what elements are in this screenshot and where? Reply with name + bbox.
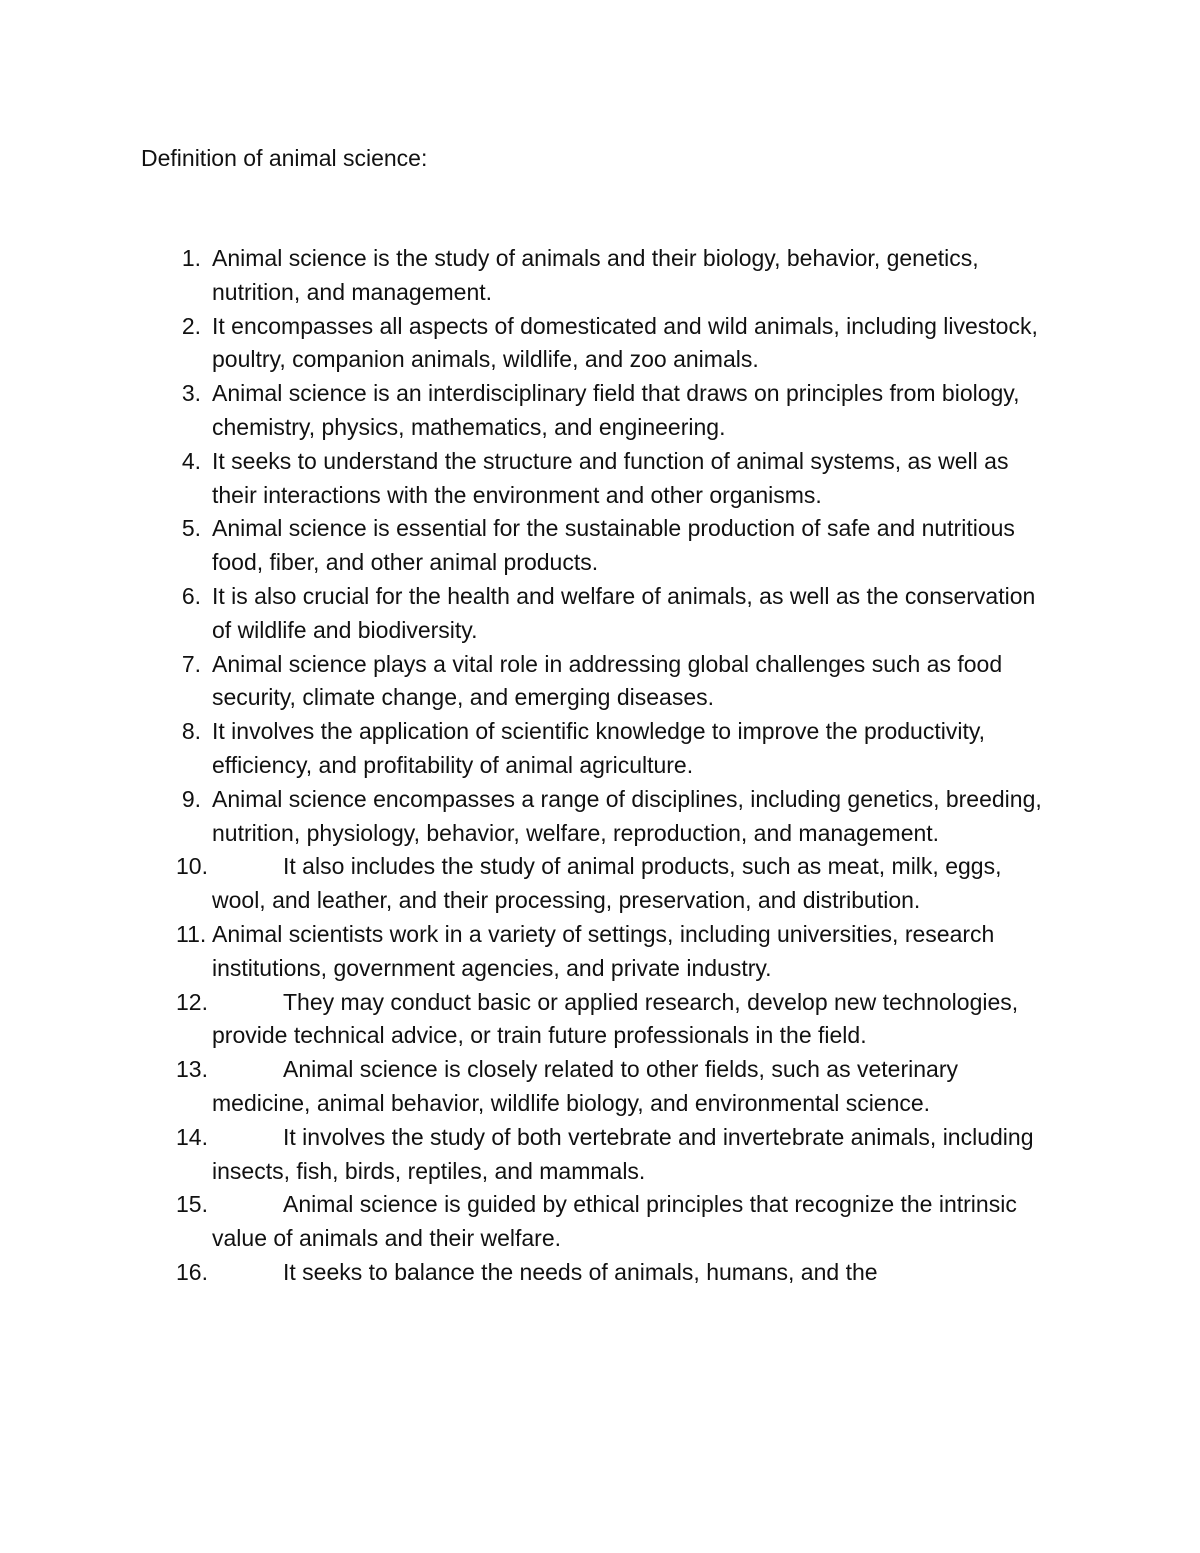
list-item-text: It involves the application of scientific knowledge to improve the productivity, efficiency, and profitability of animal agriculture. (212, 718, 986, 778)
list-item-text: It involves the study of both vertebrate and invertebrate animals, including insects, fish, birds, reptiles, and mammals. (212, 1123, 1034, 1184)
list-item-text: Animal science encompasses a range of disciplines, including genetics, breeding, nutrition, physiology, behavior, welfare, reproduction, and management. (212, 785, 1042, 846)
list-item-text: Animal science is the study of animals and their biology, behavior, genetics, nutrition, and management. (212, 245, 979, 305)
definition-list (0, 242, 1200, 1290)
list-item-text: Animal science is closely related to other fields, such as veterinary medicine, animal behavior, wildlife biology, and environmental science. (212, 1056, 958, 1116)
list-item-text: Animal science is an interdisciplinary field that draws on principles from biology, chemistry, physics, mathematics, and engineering. (212, 380, 1020, 440)
list-item (0, 648, 1200, 716)
list-item-number: 4. (181, 447, 201, 474)
list-item-text: It also includes the study of animal products, such as meat, milk, eggs, wool, and leather, and their processing, preservation, and distribution. (212, 853, 1002, 914)
list-item-number: 15. (176, 1191, 208, 1218)
list-item (0, 580, 1200, 648)
list-item (0, 377, 1200, 445)
list-item-number: 6. (181, 582, 201, 609)
list-item-number: 9. (181, 785, 201, 812)
list-item (0, 986, 1200, 1054)
list-item (0, 850, 1200, 918)
list-item-text: They may conduct basic or applied research, develop new technologies, provide technical advice, or train future professionals in the field. (212, 988, 1019, 1049)
list-item-number: 7. (181, 650, 201, 677)
list-item-text: It encompasses all aspects of domesticated and wild animals, including livestock, poultry, companion animals, wildlife, and zoo animals. (212, 312, 1038, 373)
list-item-text: It seeks to understand the structure and function of animal systems, as well as their interactions with the environment and other organisms. (212, 447, 1009, 508)
list-item (0, 1188, 1200, 1256)
list-item (0, 1121, 1200, 1189)
list-item-number: 14. (176, 1123, 208, 1150)
list-item (0, 715, 1200, 783)
list-item-number: 5. (181, 515, 201, 542)
list-item (0, 918, 1200, 986)
list-item-number: 1. (181, 245, 201, 271)
list-item-number: 2. (181, 312, 201, 339)
list-item (0, 242, 1200, 310)
list-item-number: 13. (176, 1056, 208, 1083)
list-item (0, 512, 1200, 580)
list-item-number: 12. (176, 988, 208, 1015)
list-item (0, 445, 1200, 513)
list-item-text: Animal scientists work in a variety of settings, including universities, research institutions, government agencies, and private industry. (212, 920, 995, 981)
list-item-number: 8. (181, 718, 201, 745)
list-item (0, 310, 1200, 378)
list-item (0, 783, 1200, 851)
list-item-number: 11. (176, 920, 207, 947)
list-item (0, 1053, 1200, 1121)
list-item-number: 16. (176, 1258, 208, 1285)
list-item-number: 10. (176, 853, 208, 880)
list-item-number: 3. (181, 380, 201, 407)
list-item-text: Animal science plays a vital role in addressing global challenges such as food security, climate change, and emerging diseases. (212, 650, 1003, 711)
list-item-text: It seeks to balance the needs of animals, humans, and the (283, 1258, 878, 1285)
list-item-text: Animal science is essential for the sustainable production of safe and nutritious food, fiber, and other animal products. (212, 515, 1015, 576)
list-item (0, 1256, 1200, 1290)
list-item-text: Animal science is guided by ethical principles that recognize the intrinsic value of animals and their welfare. (212, 1191, 1017, 1252)
page-heading: Definition of animal science: (141, 145, 428, 171)
list-item-text: It is also crucial for the health and welfare of animals, as well as the conservation of wildlife and biodiversity. (212, 582, 1036, 643)
